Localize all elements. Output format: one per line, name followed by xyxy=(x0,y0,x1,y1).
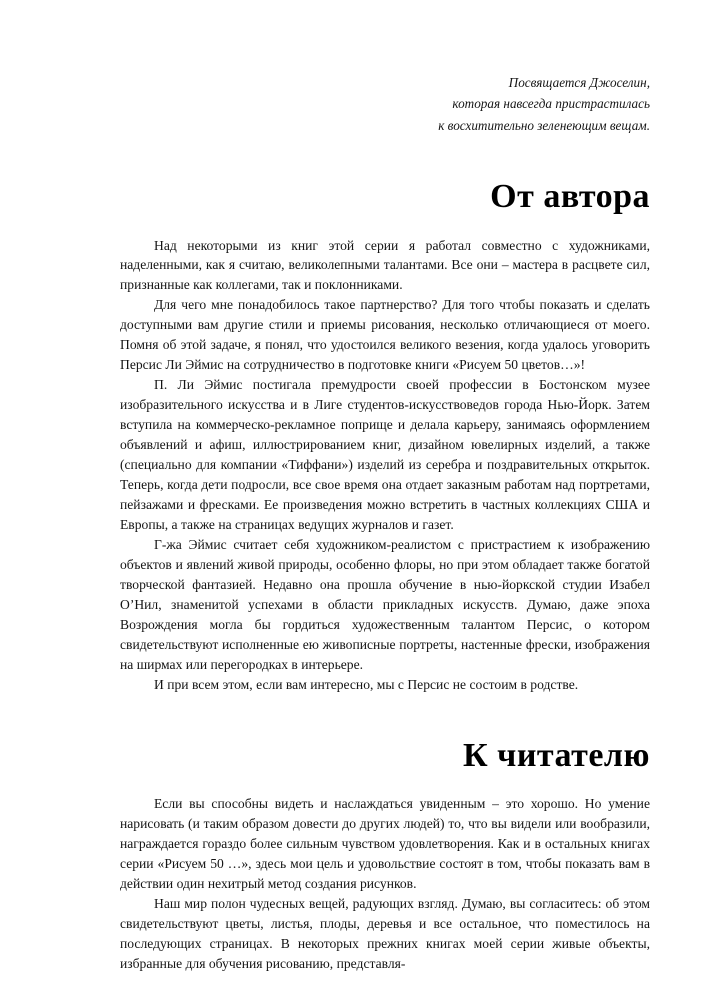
paragraph: Если вы способны видеть и наслаждаться увиденным – это хорошо. Но умение нарисовать (и таким образом довести до других людей) то, что вы видели или вообразили, награждается гораздо более сильным чувством удовлетворения. Как и в остальных книгах серии «Рисуем 50 …», здесь мои цель и удовольствие состоят в том, чтобы показать вам в действии один нехитрый метод создания рисунков. xyxy=(120,796,650,892)
paragraph: Для чего мне понадобилось такое партнерство? Для того чтобы показать и сделать доступными вам другие стили и приемы рисования, несколько отличающиеся от моего. Помня об этой задаче, я понял, что удостоился великого везения, когда удалось уговорить Персис Ли Эймис на сотрудничество в подготовке книги «Рисуем 50 цветов…»! xyxy=(120,297,650,373)
dedication-line-2: которая навсегда пристрастилась xyxy=(452,96,650,112)
chapter-title-author: От автора xyxy=(490,178,650,216)
dedication-line-3: к восхитительно зеленеющим вещам. xyxy=(438,117,650,133)
dedication-line-1: Посвящается Джоселин, xyxy=(508,75,650,90)
paragraph: Над некоторыми из книг этой серии я работал совместно с художниками, наделенными, как я считаю, великолепными талантами. Все они – мастера в расцвете сил, признанные как коллегами, так и поклонниками. xyxy=(120,237,650,293)
section-body-author xyxy=(120,236,650,695)
dedication-block xyxy=(120,72,650,136)
chapter-title-reader: К читателю xyxy=(462,736,650,774)
paragraph: И при всем этом, если вам интересно, мы с Персис не состоим в родстве. xyxy=(154,676,579,692)
section-body-reader xyxy=(120,794,650,974)
paragraph: П. Ли Эймис постигала премудрости своей профессии в Бостонском музее изобразительного искусства и в Лиге студентов-искусствоведов города Нью-Йорк. Затем вступила на коммерческо-рекламное поприще и делала карьеру, занимаясь оформлением объявлений и афиш, иллюстрированием книг, дизайном ювелирных изделий, а также (специально для компании «Тиффани») изделий из серебра и поздравительных открыток. Теперь, когда дети подросли, все свое время она отдает заказным работам над портретами, пейзажами и фресками. Ее произведения можно встретить в частных коллекциях США и Европы, а также на страницах ведущих журналов и газет. xyxy=(120,377,650,533)
paragraph: Наш мир полон чудесных вещей, радующих взгляд. Думаю, вы согласитесь: об этом свидетельствуют цветы, листья, плоды, деревья и все остальное, что поместилось на последующих страницах. В некоторых прежних книгах моей серии живые объекты, избранные для обучения рисованию, представля- xyxy=(120,896,650,971)
paragraph: Г-жа Эймис считает себя художником-реалистом с пристрастием к изображению объектов и явлений живой природы, особенно флоры, но при этом обладает также богатой творческой фантазией. Недавно она прошла обучение в нью-йоркской студии Изабел О’Нил, знаменитой успехами в области прикладных искусств. Думаю, даже эпоха Возрождения могла бы гордиться художественным талантом Персис, о котором свидетельствуют исполненные ею живописные портреты, настенные фрески, изображения на ширмах или перегородках в интерьере. xyxy=(120,537,650,672)
